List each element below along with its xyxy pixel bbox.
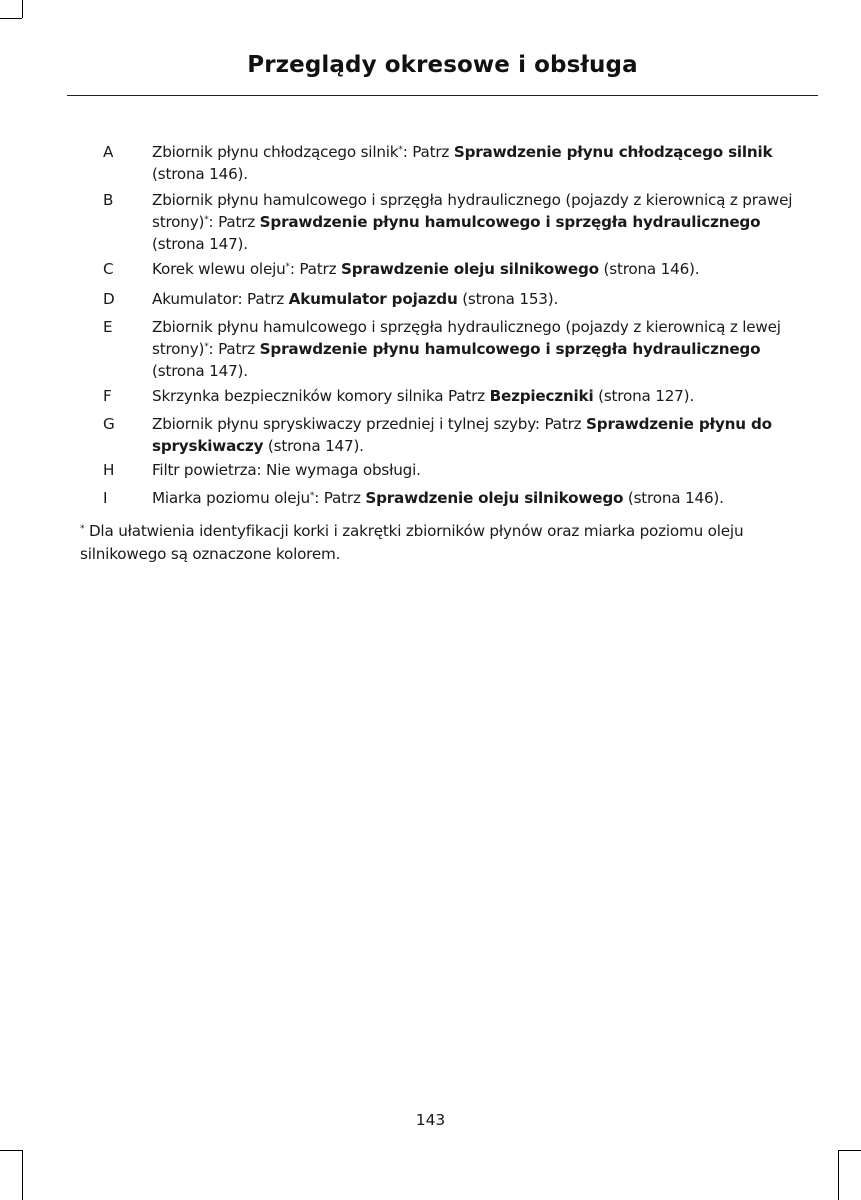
cross-reference-link[interactable]: Sprawdzenie oleju silnikowego	[365, 489, 624, 507]
item-description: Filtr powietrza: Nie wymaga obsługi.	[152, 461, 421, 479]
item-description: Zbiornik płynu hamulcowego i sprzęgła hydraulicznego (pojazdy z kierownicą z prawej strony)*: Patrz Sprawdzenie płynu hamulcowego i sprzęgła hydraulicznego (strona 147).	[152, 191, 793, 253]
item-letter: H	[103, 461, 115, 479]
cross-reference-link[interactable]: Bezpieczniki	[489, 387, 594, 405]
title-rule	[67, 95, 818, 96]
item-letter: B	[103, 191, 114, 209]
cross-reference-link[interactable]: Sprawdzenie płynu do spryskiwaczy	[152, 415, 772, 455]
crop-mark	[22, 1150, 23, 1200]
footnote-text: Dla ułatwienia identyfikacji korki i zakrętki zbiorników płynów oraz miarka poziomu oleju silnikowego są oznaczone kolorem.	[80, 522, 744, 563]
cross-reference-link[interactable]: Akumulator pojazdu	[288, 290, 458, 308]
crop-mark	[0, 1150, 22, 1151]
item-letter: F	[103, 387, 112, 405]
crop-mark	[839, 1150, 861, 1151]
cross-reference-link[interactable]: Sprawdzenie płynu chłodzącego silnik	[453, 143, 773, 161]
item-letter: C	[103, 260, 114, 278]
item-description: Akumulator: Patrz Akumulator pojazdu (strona 153).	[152, 290, 559, 308]
item-letter: E	[103, 318, 113, 336]
page-title: Przeglądy okresowe i obsługa	[247, 52, 638, 78]
item-description: Miarka poziomu oleju*: Patrz Sprawdzenie oleju silnikowego (strona 146).	[152, 489, 724, 507]
item-letter: D	[103, 290, 115, 308]
cross-reference-link[interactable]: Sprawdzenie oleju silnikowego	[341, 260, 599, 278]
crop-mark	[0, 18, 22, 19]
cross-reference-link[interactable]: Sprawdzenie płynu hamulcowego i sprzęgła hydraulicznego	[259, 213, 761, 231]
cross-reference-link[interactable]: Sprawdzenie płynu hamulcowego i sprzęgła hydraulicznego	[259, 340, 761, 358]
item-description: Zbiornik płynu hamulcowego i sprzęgła hydraulicznego (pojazdy z kierownicą z lewej strony)*: Patrz Sprawdzenie płynu hamulcowego i sprzęgła hydraulicznego (strona 147).	[152, 318, 781, 380]
footnote-marker: *	[80, 524, 85, 534]
crop-mark	[22, 0, 23, 18]
item-letter: A	[103, 143, 114, 161]
item-letter: I	[103, 489, 108, 507]
item-description: Skrzynka bezpieczników komory silnika Patrz Bezpieczniki (strona 127).	[152, 387, 694, 405]
footnote	[80, 520, 820, 566]
item-description: Korek wlewu oleju*: Patrz Sprawdzenie oleju silnikowego (strona 146).	[152, 260, 700, 278]
page-number: 143	[415, 1111, 446, 1129]
item-description: Zbiornik płynu spryskiwaczy przedniej i tylnej szyby: Patrz Sprawdzenie płynu do spryskiwaczy (strona 147).	[152, 415, 772, 455]
item-letter: G	[103, 415, 115, 433]
crop-mark	[838, 1150, 839, 1200]
item-description: Zbiornik płynu chłodzącego silnik*: Patrz Sprawdzenie płynu chłodzącego silnik (strona 146).	[152, 143, 773, 183]
